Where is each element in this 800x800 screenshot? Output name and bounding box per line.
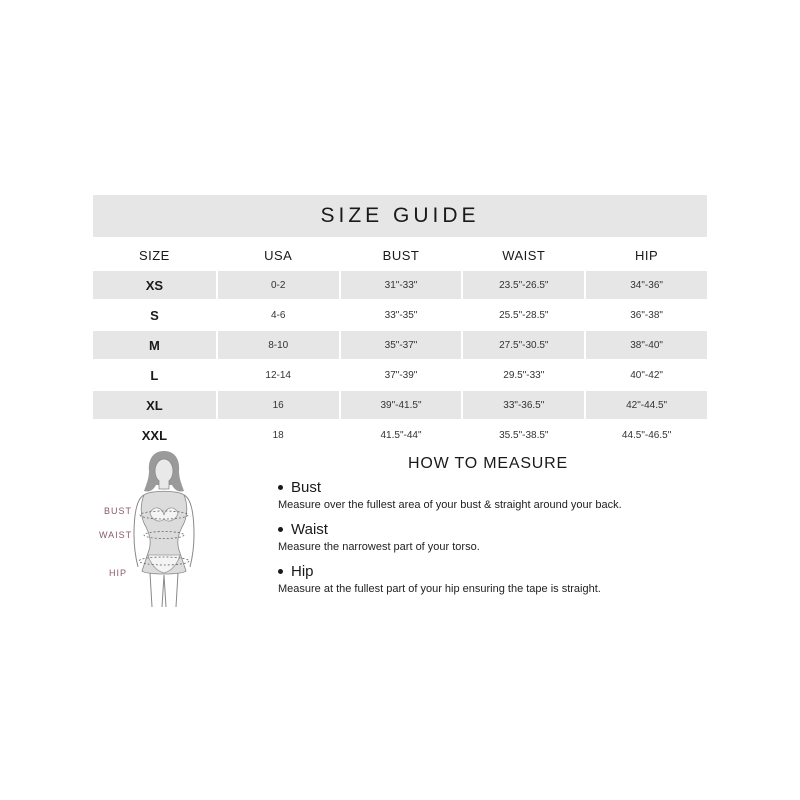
waist-cell: 23.5"-26.5" xyxy=(461,271,584,299)
size-cell: XXL xyxy=(93,421,216,449)
measure-item-name: Waist xyxy=(291,521,328,538)
table-row xyxy=(93,391,707,419)
size-cell: L xyxy=(93,361,216,389)
hip-cell: 44.5"-46.5" xyxy=(584,421,707,449)
measure-item-hip xyxy=(278,563,718,595)
bust-cell: 37"-39" xyxy=(339,361,462,389)
waist-cell: 33"-36.5" xyxy=(461,391,584,419)
column-header-usa: USA xyxy=(216,241,339,269)
column-header-bust: BUST xyxy=(339,241,462,269)
table-row xyxy=(93,331,707,359)
usa-cell: 16 xyxy=(216,391,339,419)
hip-cell: 38"-40" xyxy=(584,331,707,359)
bullet-icon xyxy=(278,485,283,490)
measure-item-waist xyxy=(278,521,718,553)
measure-item-bust xyxy=(278,479,718,511)
table-row xyxy=(93,421,707,449)
hip-cell: 40"-42" xyxy=(584,361,707,389)
usa-cell: 8-10 xyxy=(216,331,339,359)
waist-cell: 29.5"-33" xyxy=(461,361,584,389)
bust-cell: 33"-35" xyxy=(339,301,462,329)
usa-cell: 12-14 xyxy=(216,361,339,389)
body-outline-illustration xyxy=(92,447,232,607)
size-cell: S xyxy=(93,301,216,329)
usa-cell: 4-6 xyxy=(216,301,339,329)
bust-cell: 35"-37" xyxy=(339,331,462,359)
bust-label: BUST xyxy=(104,506,133,516)
table-row xyxy=(93,361,707,389)
column-header-hip: HIP xyxy=(584,241,707,269)
size-guide-title: SIZE GUIDE xyxy=(93,195,707,237)
size-cell: M xyxy=(93,331,216,359)
usa-cell: 18 xyxy=(216,421,339,449)
measure-item-description: Measure over the fullest area of your bust & straight around your back. xyxy=(278,499,622,511)
waist-label: WAIST xyxy=(99,530,133,540)
bullet-icon xyxy=(278,569,283,574)
body-measurement-figure xyxy=(92,447,232,607)
hip-cell: 42"-44.5" xyxy=(584,391,707,419)
bullet-icon xyxy=(278,527,283,532)
table-row xyxy=(93,301,707,329)
table-header-row xyxy=(93,241,707,269)
how-to-measure-title: HOW TO MEASURE xyxy=(408,455,568,472)
bust-cell: 39"-41.5" xyxy=(339,391,462,419)
size-cell: XS xyxy=(93,271,216,299)
how-to-measure-section xyxy=(278,455,718,605)
column-header-size: SIZE xyxy=(93,241,216,269)
bust-cell: 31"-33" xyxy=(339,271,462,299)
size-guide xyxy=(93,195,707,451)
measure-item-name: Hip xyxy=(291,563,314,580)
column-header-waist: WAIST xyxy=(461,241,584,269)
table-row xyxy=(93,271,707,299)
waist-cell: 35.5"-38.5" xyxy=(461,421,584,449)
measure-item-name: Bust xyxy=(291,479,322,496)
hip-label: HIP xyxy=(109,568,128,578)
hip-cell: 36"-38" xyxy=(584,301,707,329)
size-table xyxy=(93,239,707,451)
bust-cell: 41.5"-44" xyxy=(339,421,462,449)
waist-cell: 25.5"-28.5" xyxy=(461,301,584,329)
measure-item-description: Measure the narrowest part of your torso. xyxy=(278,541,480,553)
measure-item-description: Measure at the fullest part of your hip ensuring the tape is straight. xyxy=(278,583,601,595)
usa-cell: 0-2 xyxy=(216,271,339,299)
waist-cell: 27.5"-30.5" xyxy=(461,331,584,359)
size-cell: XL xyxy=(93,391,216,419)
hip-cell: 34"-36" xyxy=(584,271,707,299)
